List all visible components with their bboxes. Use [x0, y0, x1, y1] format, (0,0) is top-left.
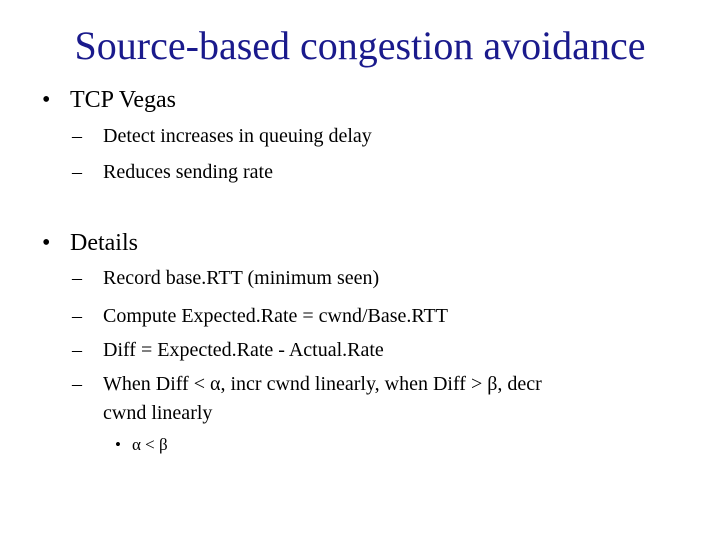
dash-marker: – — [72, 339, 82, 361]
details-item-text: Record base.RTT (minimum seen) — [103, 267, 380, 289]
dash-marker: – — [72, 305, 82, 327]
bullet-marker: • — [115, 435, 121, 454]
details-item-when-continuation: cwnd linearly — [103, 402, 213, 424]
details-item-text: Diff = Expected.Rate - Actual.Rate — [103, 339, 384, 361]
sub-bullet-detect — [72, 124, 372, 148]
dash-marker: – — [72, 125, 82, 147]
bullet-heading: TCP Vegas — [70, 87, 177, 113]
details-item-text: When Diff < α, incr cwnd linearly, when Diff > β, decr — [103, 373, 542, 395]
details-item-when — [72, 372, 542, 396]
details-item-text: Compute Expected.Rate = cwnd/Base.RTT — [103, 305, 448, 327]
sub-bullet-text: Detect increases in queuing delay — [103, 125, 372, 147]
details-item-record — [72, 266, 379, 290]
bullet-heading: Details — [70, 230, 138, 256]
bullet-marker: • — [42, 87, 51, 113]
bullet-marker: • — [42, 230, 51, 256]
sub-bullet-reduces — [72, 160, 273, 184]
details-item-diff — [72, 338, 384, 362]
dash-marker: – — [72, 373, 82, 395]
dash-marker: – — [72, 267, 82, 289]
dash-marker: – — [72, 161, 82, 183]
details-item-compute — [72, 304, 448, 328]
bullet-tcp-vegas — [42, 85, 176, 115]
slide-title: Source-based congestion avoidance — [74, 23, 646, 68]
sub-sub-bullet-alpha-beta — [115, 435, 168, 455]
sub-bullet-text: Reduces sending rate — [103, 161, 273, 183]
sub-sub-bullet-text: α < β — [132, 435, 168, 454]
bullet-details — [42, 228, 138, 258]
